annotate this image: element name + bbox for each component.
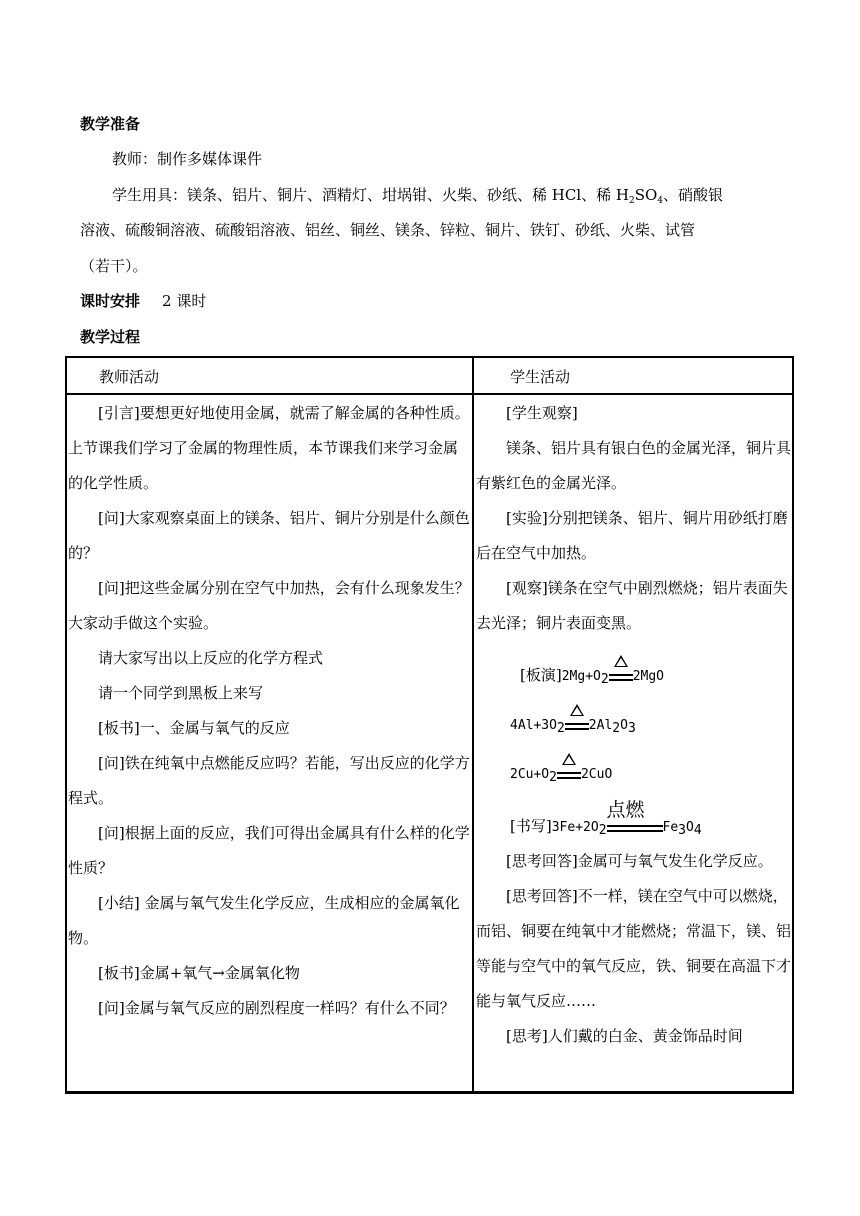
schedule-line	[80, 290, 206, 311]
student-prep-line-1: 学生用具：镁条、铝片、铜片、酒精灯、坩埚钳、火柴、砂纸、稀 HCl、稀 $H_2SO_4$、硝酸银	[112, 186, 724, 206]
heat-condition-icon	[609, 669, 633, 683]
student-experiment: [实验]分别把镁条、铝片、铜片用砂纸打磨后在空气中加热。	[476, 509, 788, 562]
teacher-board-2: [板书]金属+氧气→金属氧化物	[98, 964, 300, 982]
student-answer-2: [思考回答]不一样，镁在空气中可以燃烧，而铝、铜要在纯氧中才能燃烧；常温下，镁、铝等能与空气中的氧气反应，铁、铜要在高温下才能与氧气反应……	[476, 887, 792, 1010]
student-observation: [观察]镁条在空气中剧烈燃烧；铝片表面失去光泽；铜片表面变黑。	[476, 579, 788, 632]
student-observe: [学生观察]	[506, 404, 578, 422]
ignite-condition-icon: 点燃	[607, 820, 663, 834]
col-header-student: 学生活动	[510, 368, 571, 386]
heat-condition-icon	[557, 767, 581, 781]
equation-cu: $2Cu+O_2$ 2CuO	[510, 764, 612, 785]
teacher-question-color: [问]大家观察桌面上的镁条、铝片、铜片分别是什么颜色的？	[68, 509, 470, 562]
table-header-rule	[65, 393, 794, 395]
heat-condition-icon	[565, 718, 589, 732]
student-answer-1: [思考回答]金属可与氧气发生化学反应。	[506, 852, 773, 870]
student-prep-line-2: 溶液、硫酸铜溶液、硫酸铝溶液、铝丝、铜丝、镁条、锌粒、铜片、铁钉、砂纸、火柴、试管	[80, 221, 696, 239]
teacher-question-iron: [问]铁在纯氧中点燃能反应吗？若能，写出反应的化学方程式。	[68, 754, 470, 807]
teacher-question-heat: [问]把这些金属分别在空气中加热，会有什么现象发生？大家动手做这个实验。	[68, 579, 470, 632]
schedule-value: 2 课时	[162, 292, 207, 310]
student-observe-detail: 镁条、铝片具有银白色的金属光泽，铜片具有紫红色的金属光泽。	[476, 439, 792, 492]
teacher-write-equation: 请大家写出以上反应的化学方程式	[98, 649, 324, 667]
equation-al: $4Al+3O_2$ $2Al_2O_3$	[510, 715, 636, 736]
col-header-teacher: 教师活动	[99, 368, 160, 386]
teacher-question-property: [问]根据上面的反应，我们可得出金属具有什么样的化学性质？	[68, 824, 470, 877]
equation-mg: [板演]$2Mg+O_2$ 2MgO	[520, 664, 664, 687]
student-think: [思考]人们戴的白金、黄金饰品时间	[506, 1027, 743, 1045]
schedule-label: 课时安排	[80, 292, 141, 310]
student-answers	[476, 844, 792, 1054]
table-divider	[472, 356, 474, 1094]
teacher-question-intensity: [问]金属与氧气反应的剧烈程度一样吗？有什么不同？	[98, 999, 455, 1017]
teacher-intro: [引言]要想更好地使用金属，就需了解金属的各种性质。上节课我们学习了金属的物理性质，本节课我们来学习金属的化学性质。	[68, 404, 470, 492]
teacher-invite: 请一个同学到黑板上来写	[98, 684, 264, 702]
teacher-summary: [小结] 金属与氧气发生化学反应，生成相应的金属氧化物。	[68, 894, 460, 947]
process-heading: 教学过程	[80, 328, 141, 346]
prep-heading: 教学准备	[80, 115, 141, 133]
equation-fe: [书写]$3Fe+2O_2$ 点燃 $Fe_3O_4$	[510, 799, 702, 838]
student-prep-line-3: （若干）。	[80, 257, 148, 275]
teacher-prep-line: 教师：制作多媒体课件	[112, 150, 263, 168]
teacher-board-1: [板书]一、金属与氧气的反应	[98, 719, 290, 737]
student-activities	[476, 396, 792, 641]
teacher-activities	[68, 396, 470, 1026]
